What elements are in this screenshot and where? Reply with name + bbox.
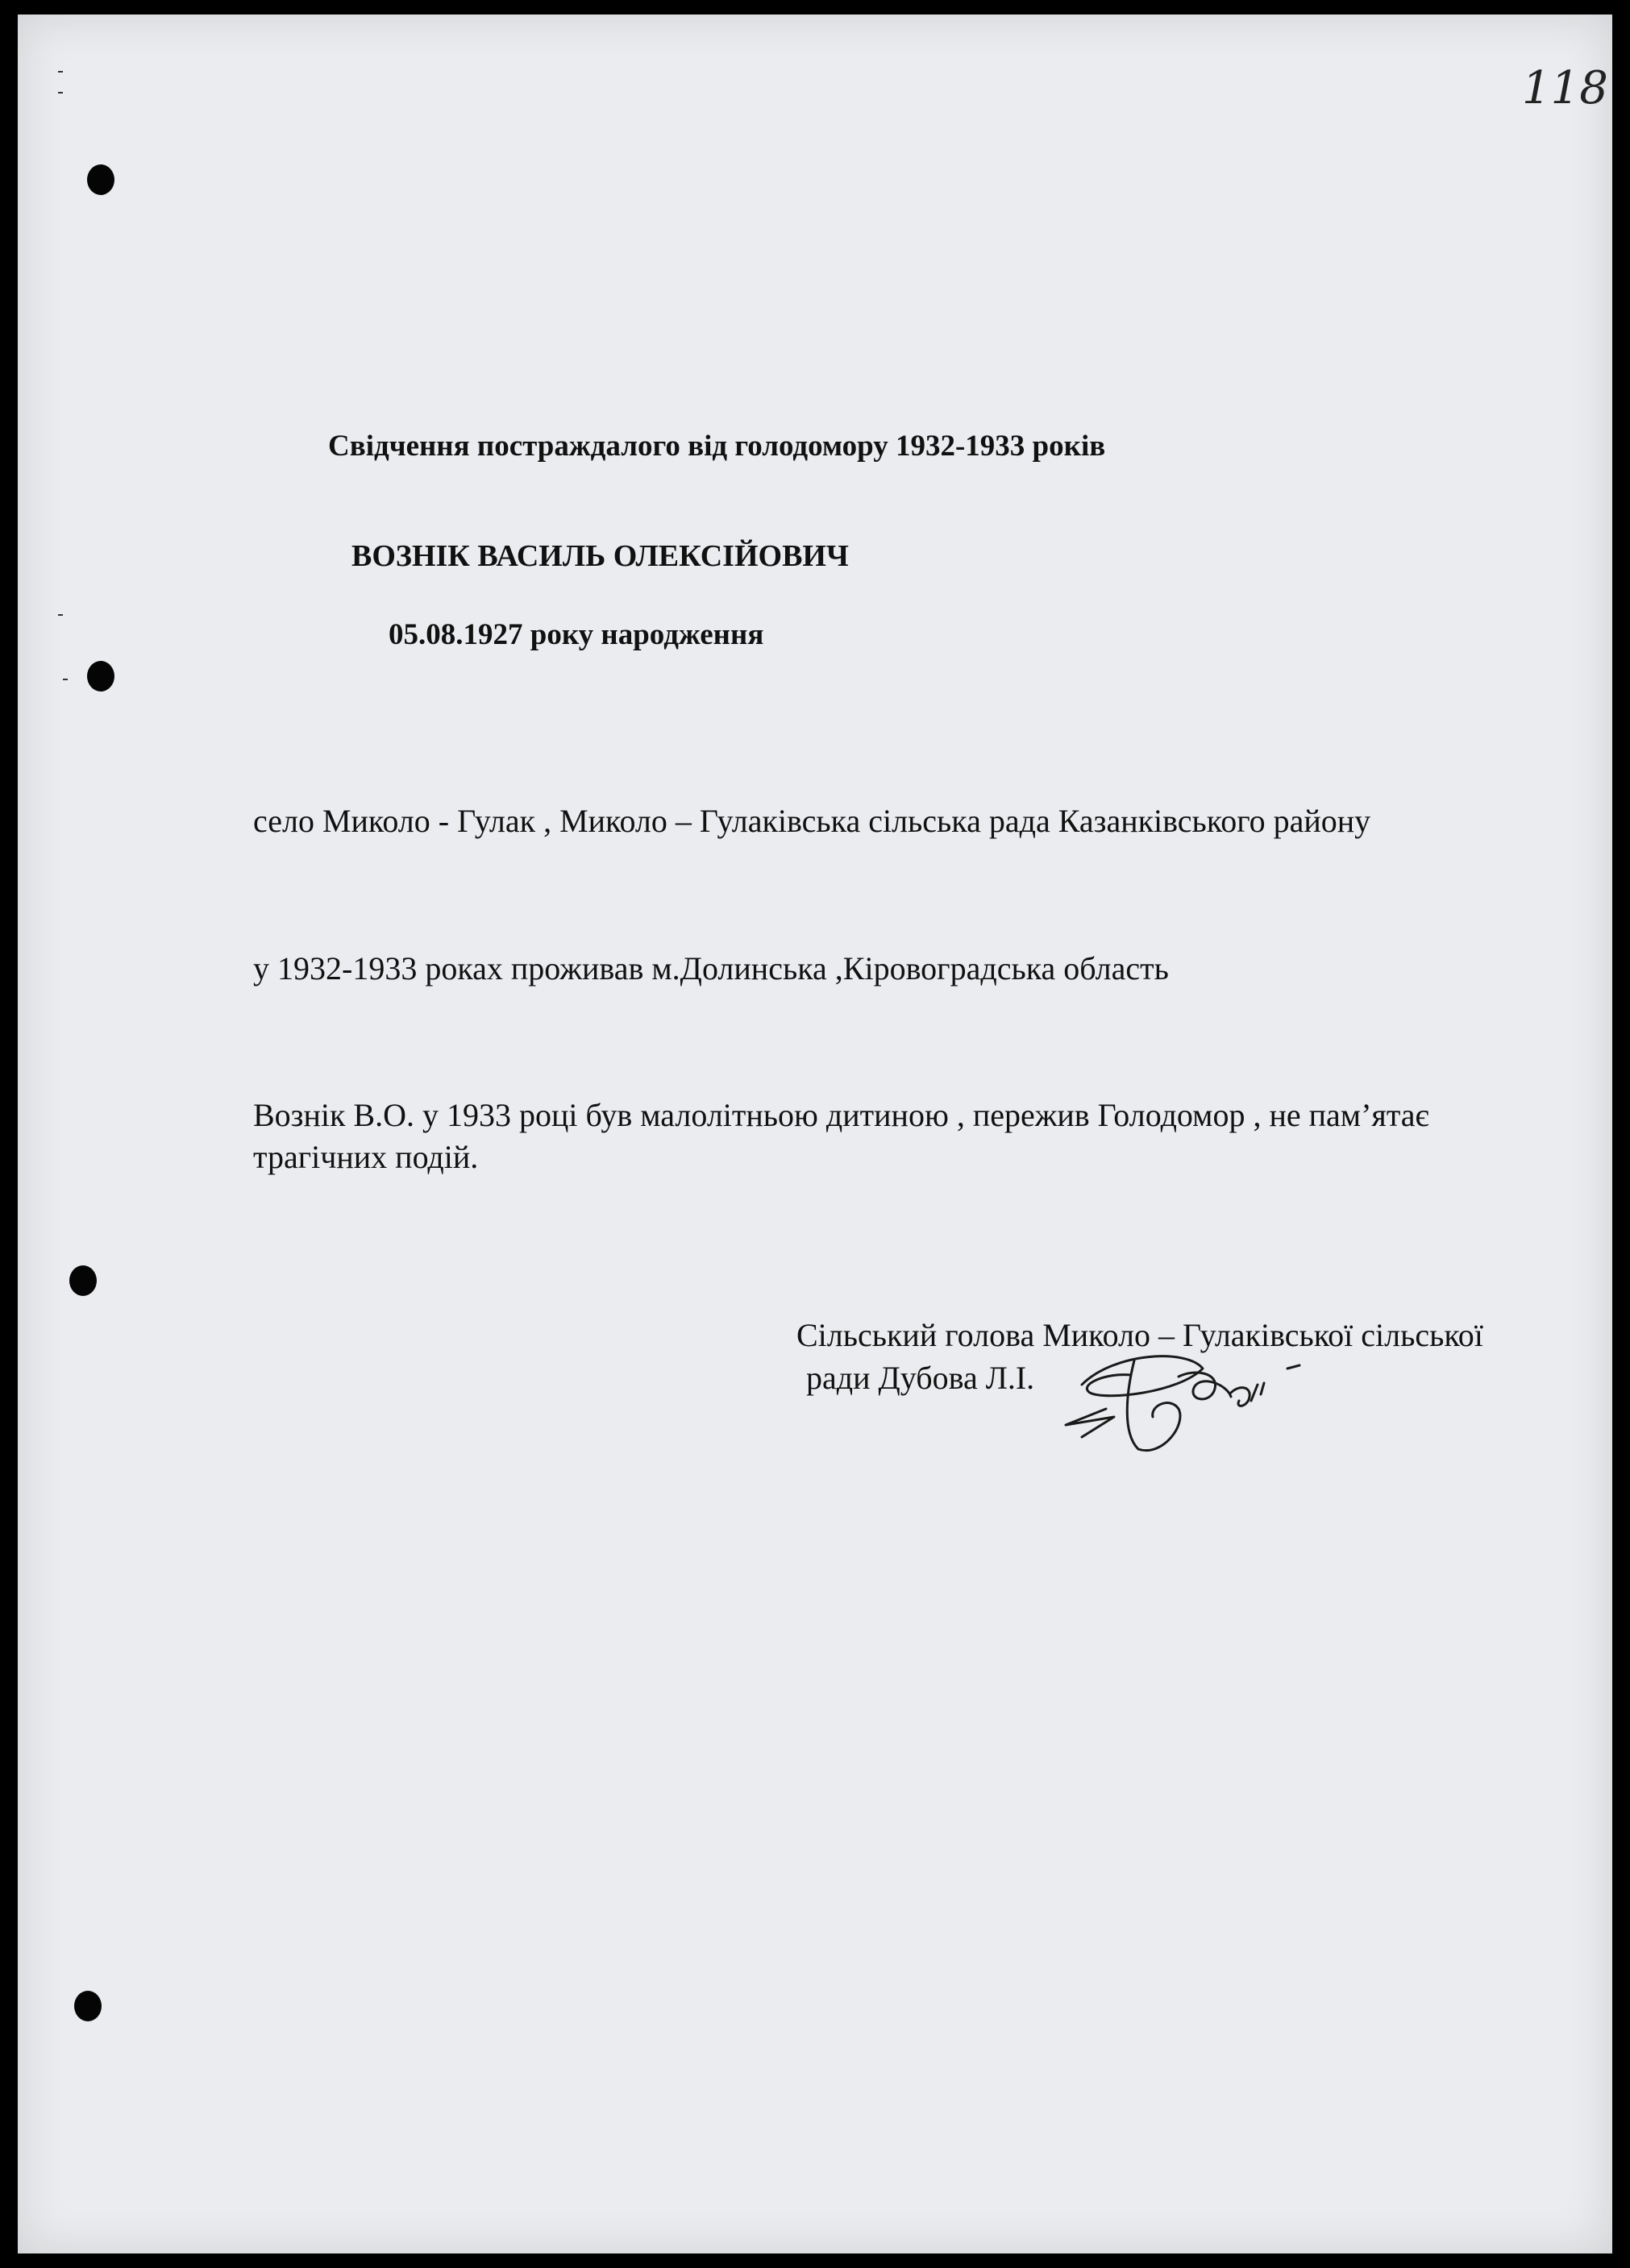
testimony-text: Вознік В.О. у 1933 році був малолітньою дитиною , пережив Голодомор , не пам’ятає трагічних подій. xyxy=(253,1097,1429,1175)
margin-mark xyxy=(58,92,63,93)
signatory-line-1: Сільський голова Миколо – Гулаківської сільської xyxy=(796,1317,1483,1353)
handwritten-page-number xyxy=(1517,56,1608,121)
person-name: ВОЗНІК ВАСИЛЬ ОЛЕКСІЙОВИЧ xyxy=(351,539,849,573)
handwritten-signature xyxy=(1058,1336,1324,1457)
village-line: село Миколо - Гулак , Миколо – Гулаківська сільська рада Казанківського району xyxy=(253,803,1371,839)
margin-mark xyxy=(58,71,63,73)
binder-hole xyxy=(87,661,114,692)
birth-date: 05.08.1927 року народження xyxy=(389,618,764,651)
margin-mark xyxy=(58,614,63,616)
document-title: Свідчення постраждалого від голодомору 1932-1933 років xyxy=(328,430,1106,463)
svg-text:118: 118 xyxy=(1522,62,1608,114)
binder-hole xyxy=(74,1991,102,2021)
residence-line: у 1932-1933 роках проживав м.Долинська ,Кіровоградська область xyxy=(253,950,1169,987)
signatory-line-2: ради Дубова Л.І. xyxy=(806,1360,1035,1396)
binder-hole xyxy=(69,1265,97,1296)
document-page xyxy=(18,15,1612,2253)
binder-hole xyxy=(87,164,114,195)
margin-mark xyxy=(63,679,68,680)
